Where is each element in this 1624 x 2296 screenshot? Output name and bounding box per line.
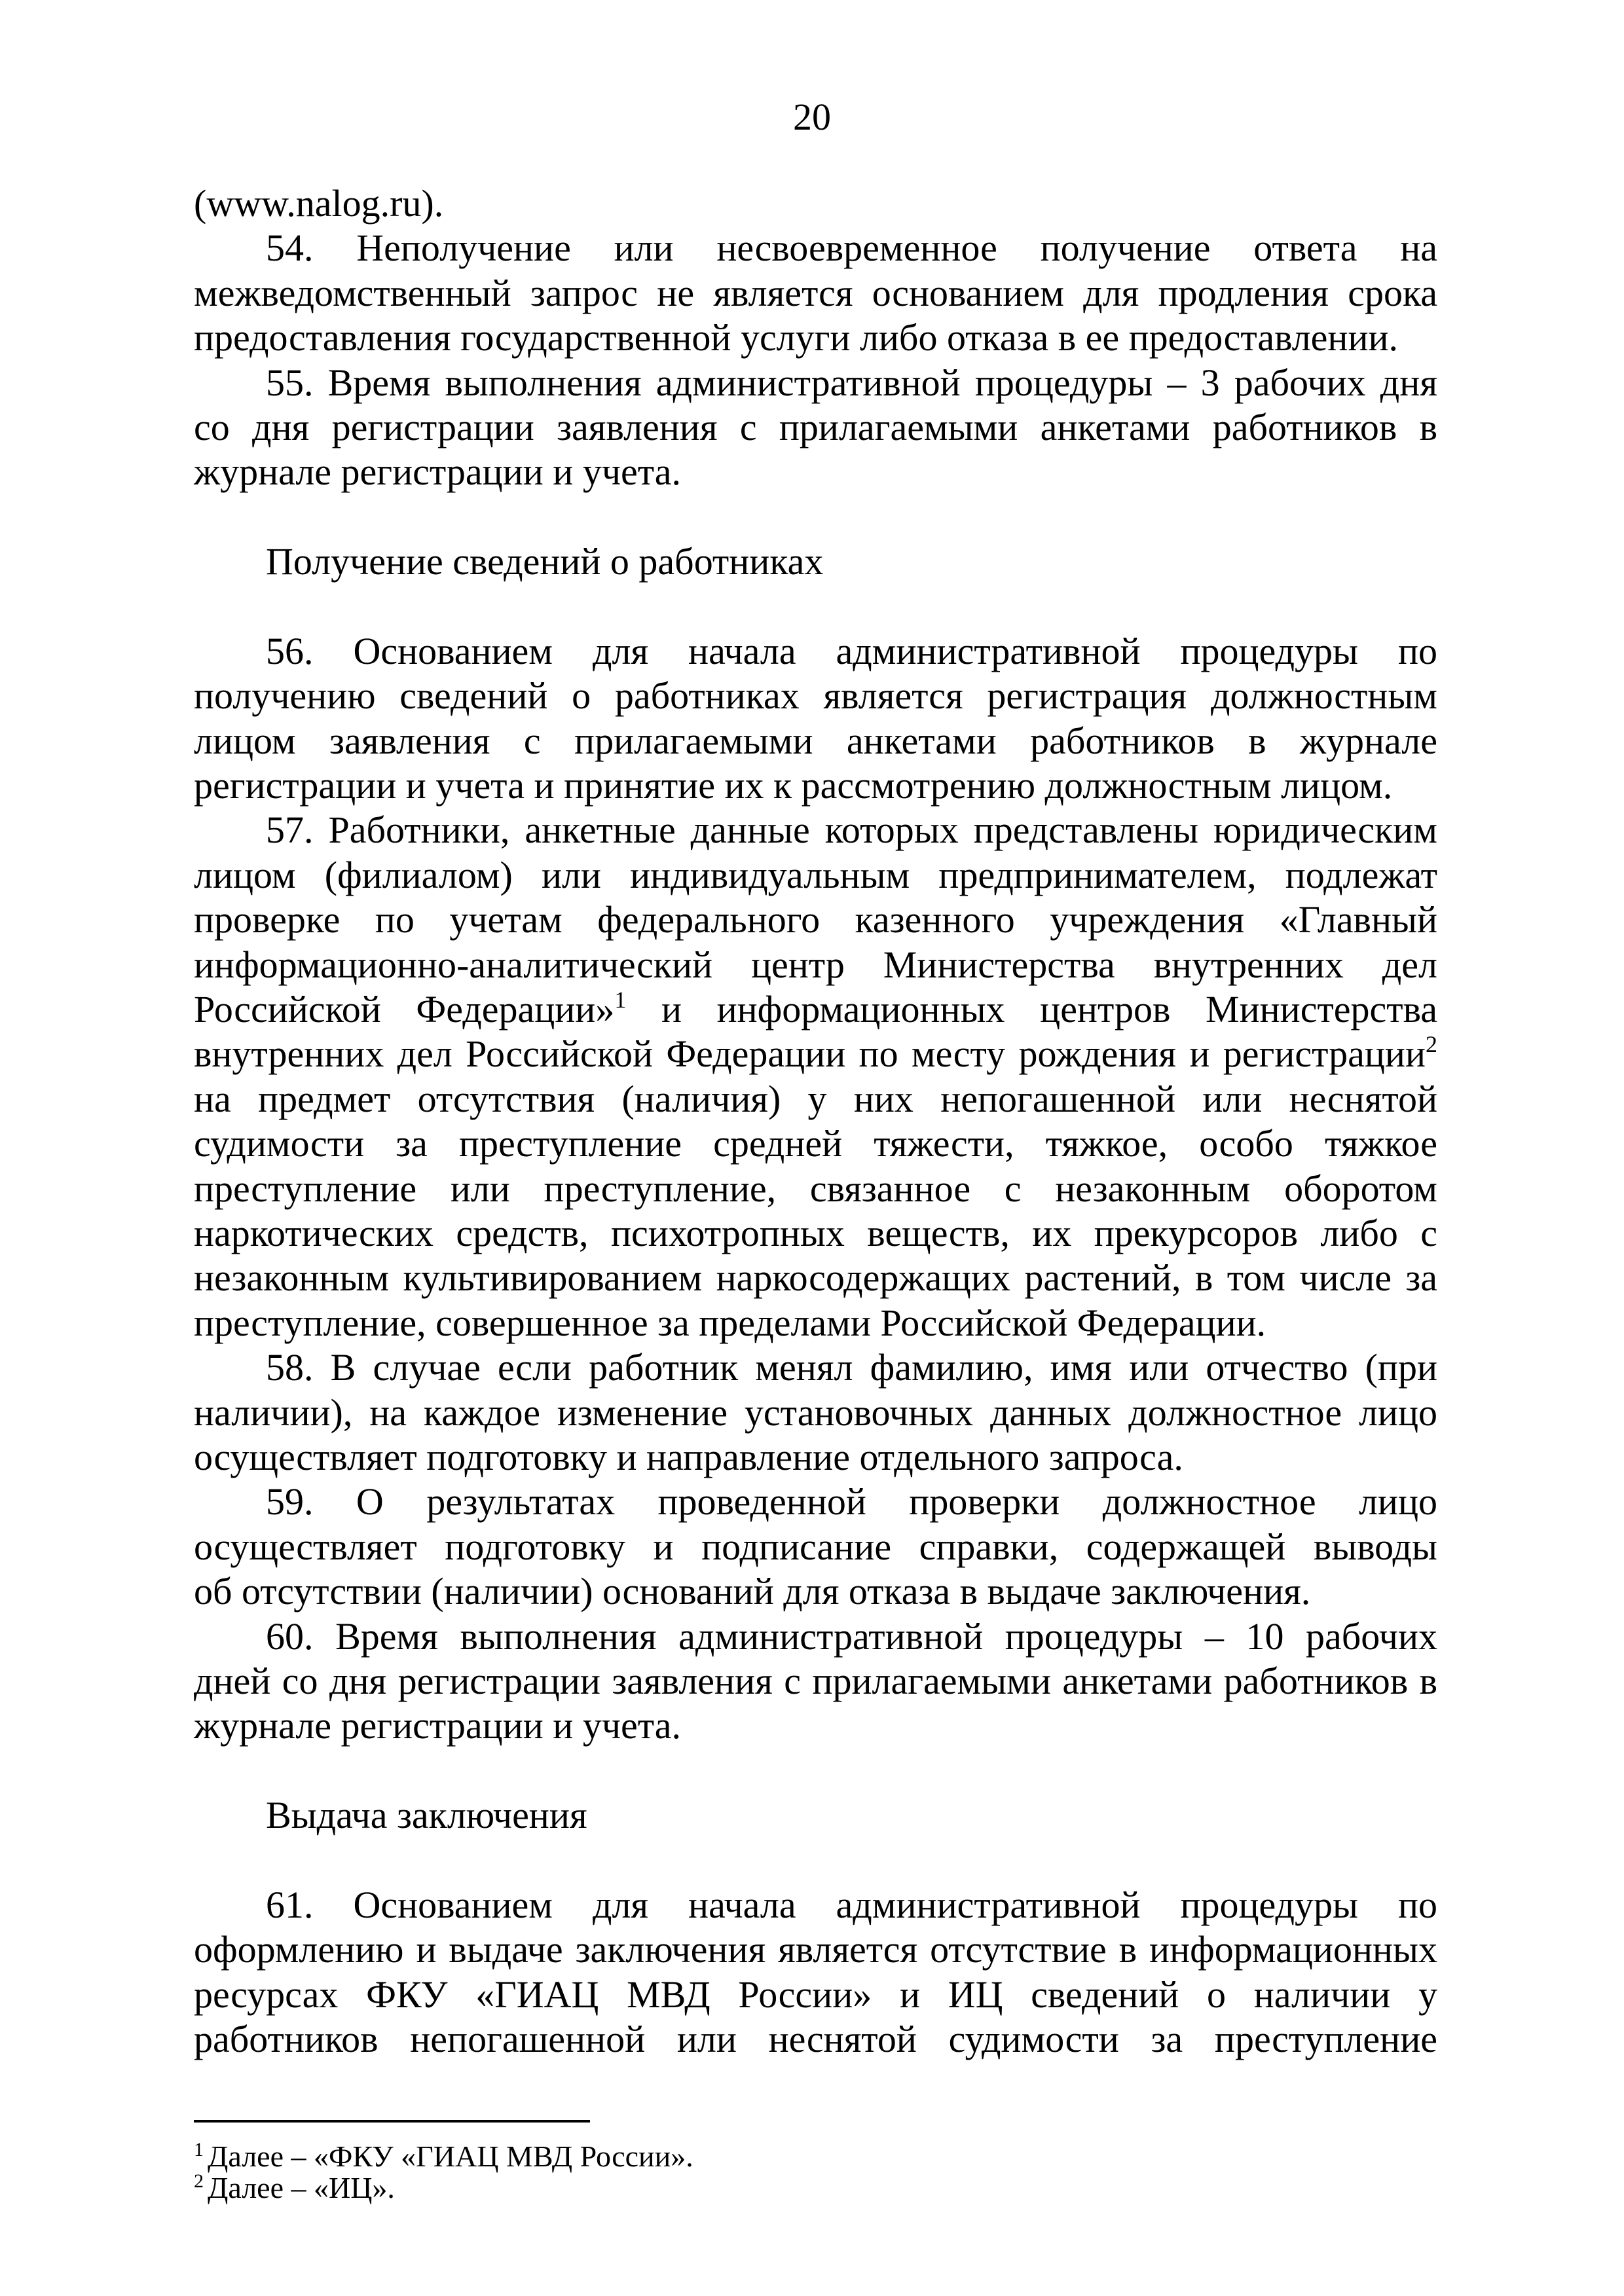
text-line (194, 1032, 1437, 1076)
paragraph (194, 808, 1437, 1345)
text-line: преступление или преступление, связанное с незаконным оборотом (194, 1167, 1437, 1210)
text-line: наличии), на каждое изменение установочных данных должностное лицо (194, 1391, 1437, 1434)
text-line: 54. Неполучение или несвоевременное получение ответа на (266, 227, 1437, 270)
paragraph (194, 1345, 1437, 1480)
footnotes (194, 2141, 693, 2204)
section-heading: Получение сведений о работниках (266, 540, 824, 583)
text-line: наркотических средств, психотропных веществ, их прекурсоров либо с (194, 1211, 1437, 1254)
text-span: Российской Федерации» (194, 988, 615, 1031)
text-line: регистрации и учета и принятие их к рассмотрению должностным лицом. (194, 764, 1393, 807)
paragraph (194, 1614, 1437, 1749)
text-line: 58. В случае если работник менял фамилию, имя или отчество (при (266, 1346, 1437, 1389)
blank-line (194, 495, 1437, 539)
section-heading: Выдача заключения (266, 1794, 587, 1837)
paragraph (194, 1480, 1437, 1614)
footnote-marker: 2 (194, 2170, 204, 2192)
text-line: на предмет отсутствия (наличия) у них непогашенной или неснятой (194, 1077, 1437, 1120)
text-line: (www.nalog.ru). (194, 182, 444, 225)
text-line: 55. Время выполнения административной процедуры – 3 рабочих дня (266, 361, 1437, 404)
text-line: оформлению и выдаче заключения является отсутствие в информационных (194, 1928, 1437, 1971)
text-line: ресурсах ФКУ «ГИАЦ МВД России» и ИЦ сведений о наличии у (194, 1973, 1437, 2016)
text-line: незаконным культивированием наркосодержащих растений, в том числе за (194, 1256, 1437, 1300)
text-line: проверке по учетам федерального казенного учреждения «Главный (194, 898, 1437, 941)
paragraph (194, 629, 1437, 809)
blank-line (194, 1838, 1437, 1882)
text-line: осуществляет подготовку и направление отдельного запроса. (194, 1435, 1183, 1478)
text-line (194, 987, 1437, 1032)
text-line: работников непогашенной или неснятой судимости за преступление (194, 2018, 1437, 2061)
text-line: 61. Основанием для начала административной процедуры по (266, 1883, 1437, 1926)
text-line: со дня регистрации заявления с прилагаемыми анкетами работников в (194, 405, 1437, 448)
text-line: получению сведений о работниках является регистрация должностным (194, 674, 1437, 718)
text-line: информационно-аналитический центр Министерства внутренних дел (194, 943, 1437, 986)
text-line: 56. Основанием для начала административной процедуры по (266, 629, 1437, 672)
footnote-2 (194, 2172, 693, 2204)
document-body (194, 181, 1437, 2062)
footnote-1 (194, 2141, 693, 2172)
text-line: преступление, совершенное за пределами Российской Федерации. (194, 1301, 1266, 1344)
page-number: 20 (793, 96, 831, 138)
text-line: предоставления государственной услуги либо отказа в ее предоставлении. (194, 316, 1399, 359)
footnote-reference[interactable]: 2 (1426, 1031, 1437, 1058)
footnote-reference[interactable]: 1 (614, 987, 627, 1013)
text-line: дней со дня регистрации заявления с прилагаемыми анкетами работников в (194, 1659, 1437, 1702)
text-line: об отсутствии (наличии) оснований для отказа в выдаче заключения. (194, 1570, 1311, 1613)
text-line: 57. Работники, анкетные данные которых представлены юридическим (266, 809, 1437, 852)
blank-line (194, 585, 1437, 629)
footnote-text: Далее – «ИЦ». (208, 2171, 395, 2204)
text-line: 59. О результатах проведенной проверки должностное лицо (266, 1480, 1437, 1523)
text-span: внутренних дел Российской Федерации по месту рождения и регистрации (194, 1032, 1426, 1076)
footnote-separator (194, 2120, 590, 2123)
blank-line (194, 1749, 1437, 1793)
text-line: 60. Время выполнения административной процедуры – 10 рабочих (266, 1614, 1437, 1658)
text-line: лицом (филиалом) или индивидуальным предпринимателем, подлежат (194, 853, 1437, 896)
footnote-marker: 1 (194, 2139, 204, 2160)
paragraph (194, 1883, 1437, 2062)
footnote-text: Далее – «ФКУ «ГИАЦ МВД России». (208, 2140, 693, 2173)
text-span: и информационных центров Министерства (626, 988, 1437, 1031)
paragraph (194, 361, 1437, 495)
text-line: судимости за преступление средней тяжести, тяжкое, особо тяжкое (194, 1122, 1437, 1165)
text-line: осуществляет подготовку и подписание справки, содержащей выводы (194, 1525, 1437, 1568)
text-line: лицом заявления с прилагаемыми анкетами работников в журнале (194, 719, 1437, 762)
paragraph (194, 181, 1437, 226)
text-line: журнале регистрации и учета. (194, 450, 682, 494)
paragraph (194, 226, 1437, 360)
text-line: журнале регистрации и учета. (194, 1704, 682, 1747)
text-line: межведомственный запрос не является основанием для продления срока (194, 271, 1437, 314)
